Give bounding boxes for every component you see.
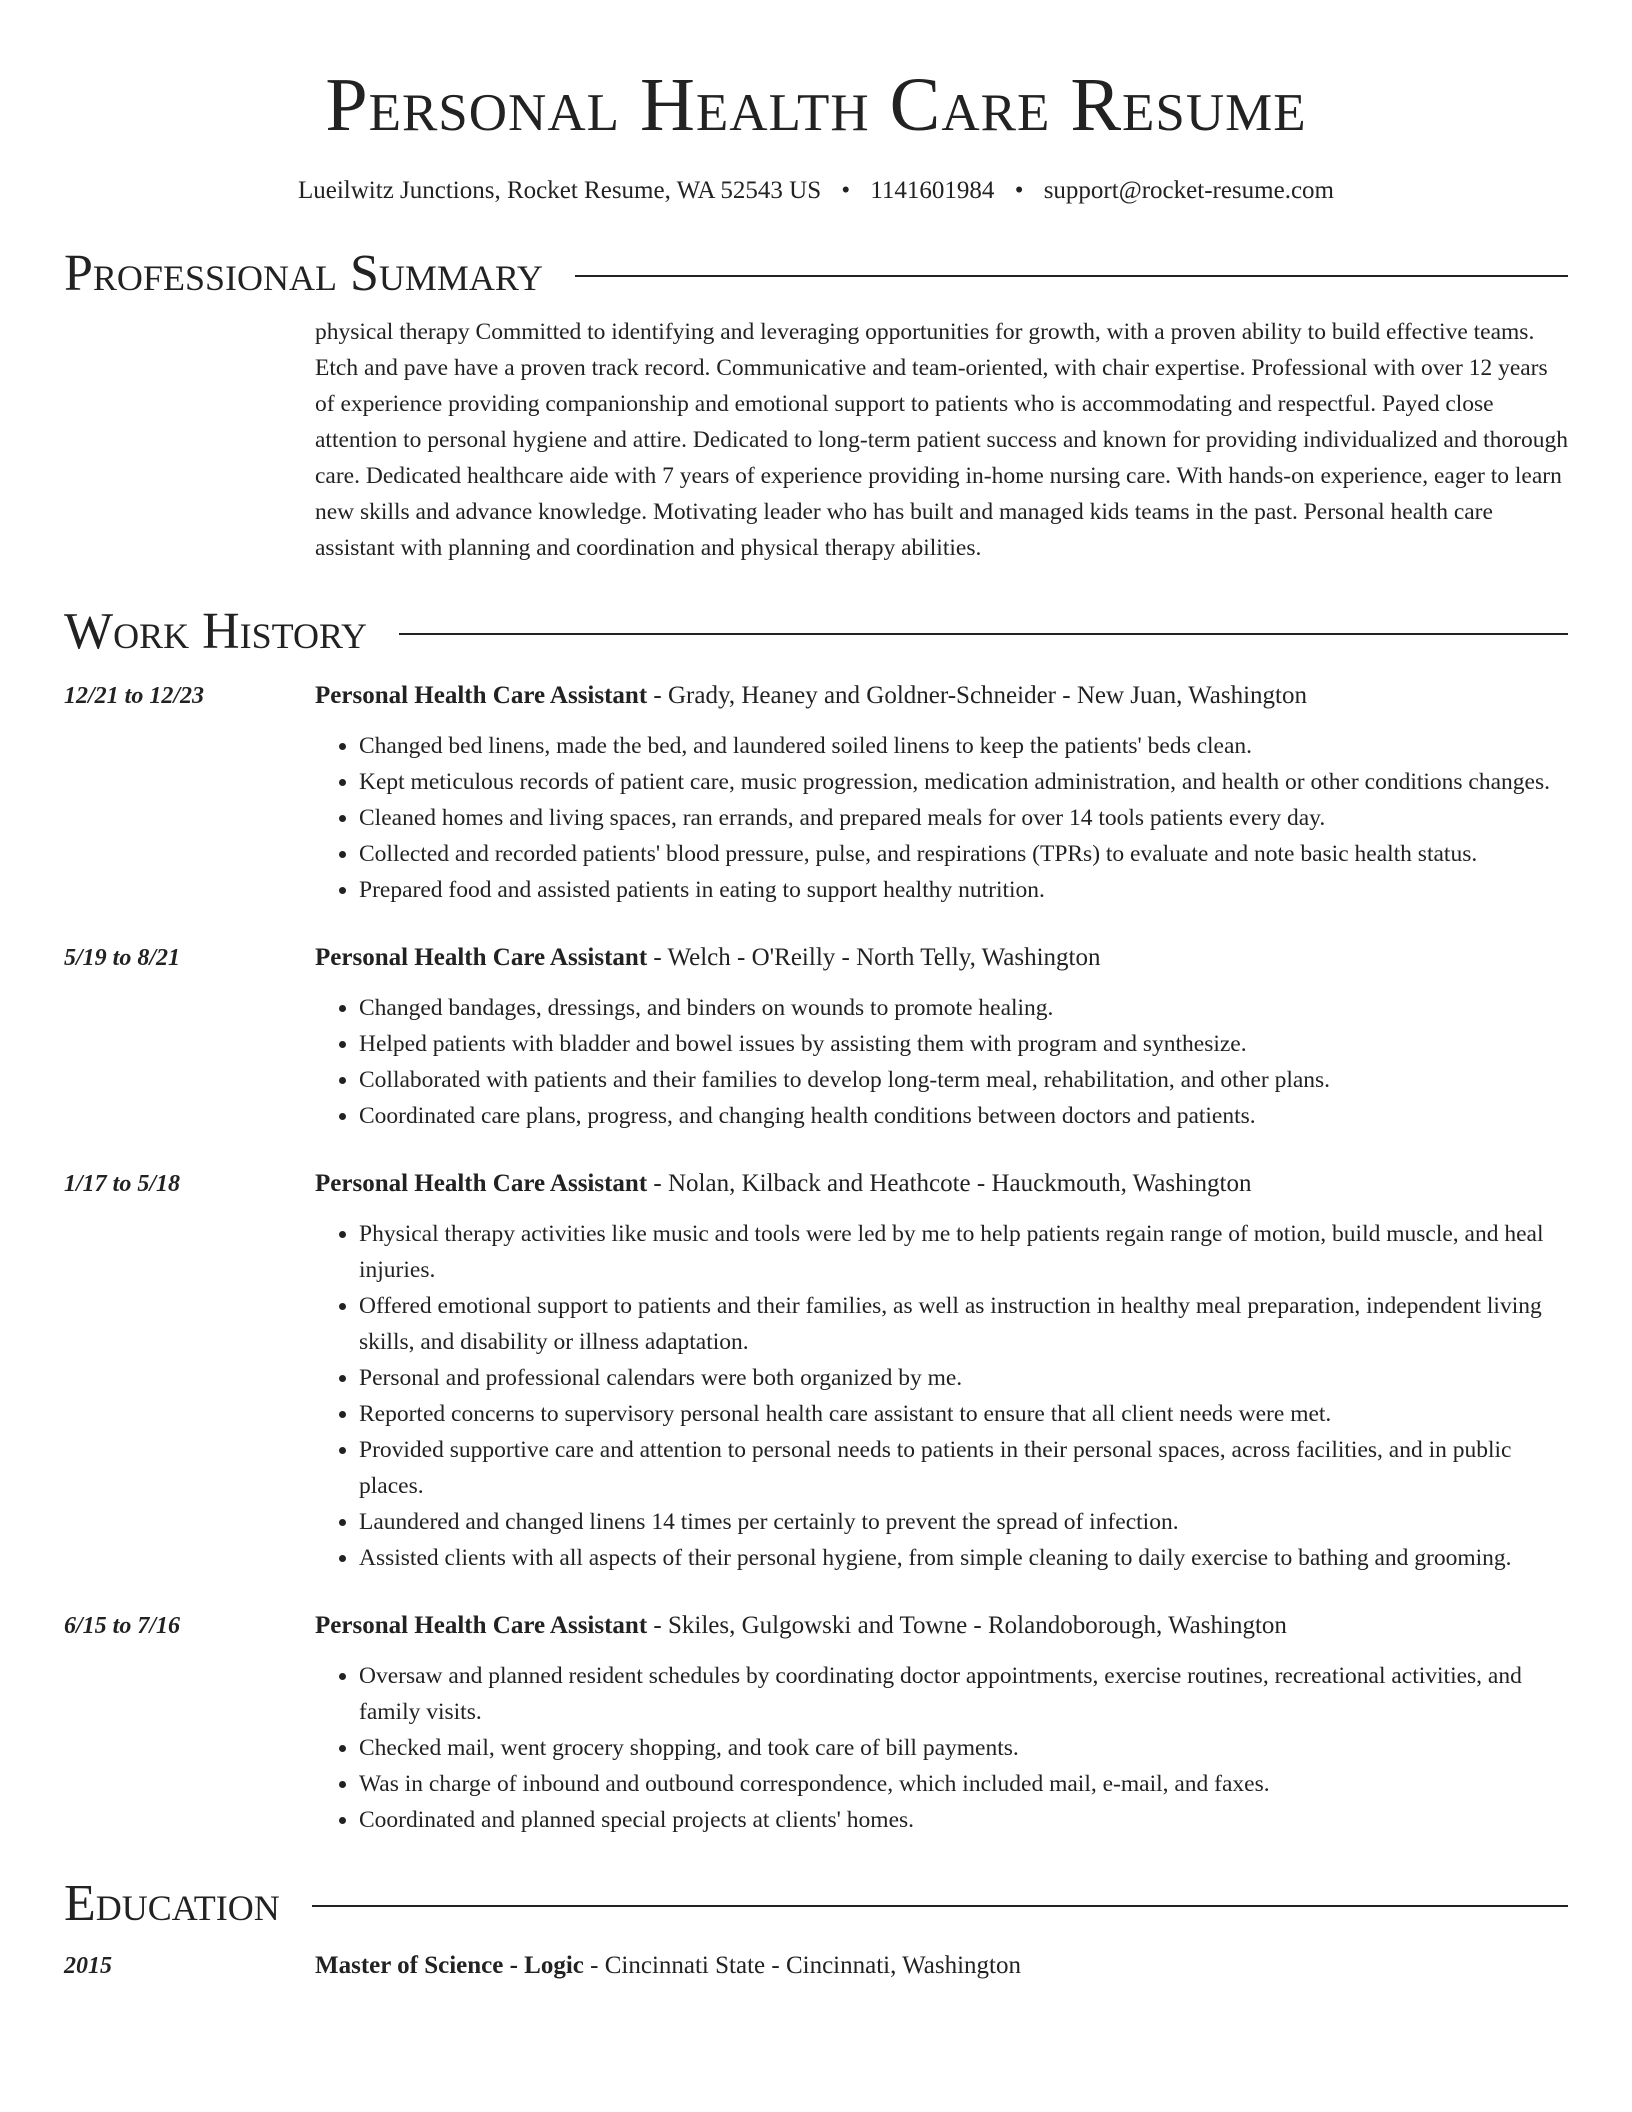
- job-employer: - Skiles, Gulgowski and Towne - Rolandoborough, Washington: [647, 1612, 1287, 1639]
- job-bullet: • Collected and recorded patients' blood pressure, pulse, and respirations (TPRs) to evaluate and note basic health status.: [359, 836, 1568, 872]
- job-bullet: • Prepared food and assisted patients in eating to support healthy nutrition.: [359, 872, 1568, 908]
- summary-text: physical therapy Committed to identifying and leveraging opportunities for growth, with a proven ability to build effective teams. Etch and pave have a proven track record. Communicative and team-oriented, with chair expertise. Professional with over 12 years of experience providing companionship and emotional support to patients who is accommodating and respectful. Payed close attention to personal hygiene and attire. Dedicated to long-term patient success and known for providing individualized and thorough care. Dedicated healthcare aide with 7 years of experience providing in-home nursing care. With hands-on experience, eager to learn new skills and advance knowledge. Motivating leader who has built and managed kids teams in the past. Personal health care assistant with planning and coordination and physical therapy abilities.: [315, 319, 1568, 561]
- job-entry: [64, 1608, 1568, 1838]
- job-dates: 6/15 to 7/16: [64, 1613, 181, 1639]
- job-bullet: • Coordinated care plans, progress, and changing health conditions between doctors and patients.: [359, 1098, 1568, 1134]
- job-bullet: • Physical therapy activities like music and tools were led by me to help patients regain range of motion, build muscle, and heal injuries.: [359, 1216, 1568, 1288]
- section-divider: [575, 275, 1568, 277]
- job-bullet: • Helped patients with bladder and bowel issues by assisting them with program and synthesize.: [359, 1026, 1568, 1062]
- job-title-line: [315, 940, 1100, 976]
- job-bullet: • Collaborated with patients and their families to develop long-term meal, rehabilitation, and other plans.: [359, 1062, 1568, 1098]
- job-bullet: • Kept meticulous records of patient care, music progression, medication administration, and health or other conditions changes.: [359, 764, 1568, 800]
- contact-line: [64, 174, 1568, 208]
- job-bullets: [315, 728, 1568, 908]
- education-degree: Master of Science - Logic: [315, 1952, 584, 1979]
- summary-section-header: [64, 242, 1568, 306]
- job-bullets: [315, 1658, 1568, 1838]
- contact-separator: •: [1014, 177, 1024, 204]
- work-section-header: [64, 600, 1568, 664]
- job-bullet: • Personal and professional calendars were both organized by me.: [359, 1360, 1568, 1396]
- job-bullet: • Provided supportive care and attention to personal needs to patients in their personal spaces, across facilities, and in public places.: [359, 1432, 1568, 1504]
- job-bullet: • Cleaned homes and living spaces, ran errands, and prepared meals for over 14 tools patients every day.: [359, 800, 1568, 836]
- job-bullet: • Laundered and changed linens 14 times per certainly to prevent the spread of infection.: [359, 1504, 1568, 1540]
- contact-separator: •: [841, 177, 851, 204]
- contact-email: support@rocket-resume.com: [1043, 177, 1334, 204]
- work-heading: Work History: [64, 603, 368, 660]
- job-title-line: [315, 1166, 1251, 1202]
- job-title: Personal Health Care Assistant: [315, 944, 648, 971]
- job-employer: - Welch - O'Reilly - North Telly, Washington: [647, 944, 1101, 971]
- job-bullet: • Changed bandages, dressings, and binders on wounds to promote healing.: [359, 990, 1568, 1026]
- education-year: 2015: [64, 1953, 112, 1979]
- job-title-line: [315, 1608, 1287, 1644]
- job-bullet: • Was in charge of inbound and outbound correspondence, which included mail, e-mail, and faxes.: [359, 1766, 1568, 1802]
- education-entry: [64, 1948, 1568, 1984]
- job-entry: [64, 940, 1568, 1134]
- job-bullet: • Offered emotional support to patients and their families, as well as instruction in healthy meal preparation, independent living skills, and disability or illness adaptation.: [359, 1288, 1568, 1360]
- job-bullets: [315, 990, 1568, 1134]
- job-employer: - Grady, Heaney and Goldner-Schneider - New Juan, Washington: [647, 682, 1307, 709]
- job-bullet: • Oversaw and planned resident schedules by coordinating doctor appointments, exercise routines, recreational activities, and family visits.: [359, 1658, 1568, 1730]
- contact-phone: 1141601984: [870, 177, 995, 204]
- contact-address: Lueilwitz Junctions, Rocket Resume, WA 52543 US: [297, 177, 822, 204]
- job-bullet: • Coordinated and planned special projects at clients' homes.: [359, 1802, 1568, 1838]
- resume-title: Personal Health Care Resume: [325, 63, 1307, 147]
- job-bullet: • Changed bed linens, made the bed, and laundered soiled linens to keep the patients' beds clean.: [359, 728, 1568, 764]
- education-school: - Cincinnati State - Cincinnati, Washington: [583, 1952, 1021, 1979]
- job-title: Personal Health Care Assistant: [315, 682, 648, 709]
- section-divider: [399, 633, 1568, 635]
- job-dates: 5/19 to 8/21: [64, 945, 181, 971]
- job-employer: - Nolan, Kilback and Heathcote - Hauckmouth, Washington: [647, 1170, 1252, 1197]
- job-bullet: • Checked mail, went grocery shopping, and took care of bill payments.: [359, 1730, 1568, 1766]
- job-title: Personal Health Care Assistant: [315, 1170, 648, 1197]
- job-bullets: [315, 1216, 1568, 1576]
- education-line: [315, 1948, 1021, 1984]
- job-title: Personal Health Care Assistant: [315, 1612, 648, 1639]
- job-dates: 12/21 to 12/23: [64, 683, 205, 709]
- job-dates: 1/17 to 5/18: [64, 1171, 181, 1197]
- job-bullet: • Assisted clients with all aspects of their personal hygiene, from simple cleaning to daily exercise to bathing and grooming.: [359, 1540, 1568, 1576]
- section-divider: [312, 1905, 1568, 1907]
- education-heading: Education: [64, 1875, 280, 1932]
- job-bullet: • Reported concerns to supervisory personal health care assistant to ensure that all client needs were met.: [359, 1396, 1568, 1432]
- job-entry: [64, 1166, 1568, 1576]
- education-section-header: [64, 1872, 1568, 1936]
- job-entry: [64, 678, 1568, 908]
- summary-heading: Professional Summary: [64, 245, 543, 302]
- job-title-line: [315, 678, 1307, 714]
